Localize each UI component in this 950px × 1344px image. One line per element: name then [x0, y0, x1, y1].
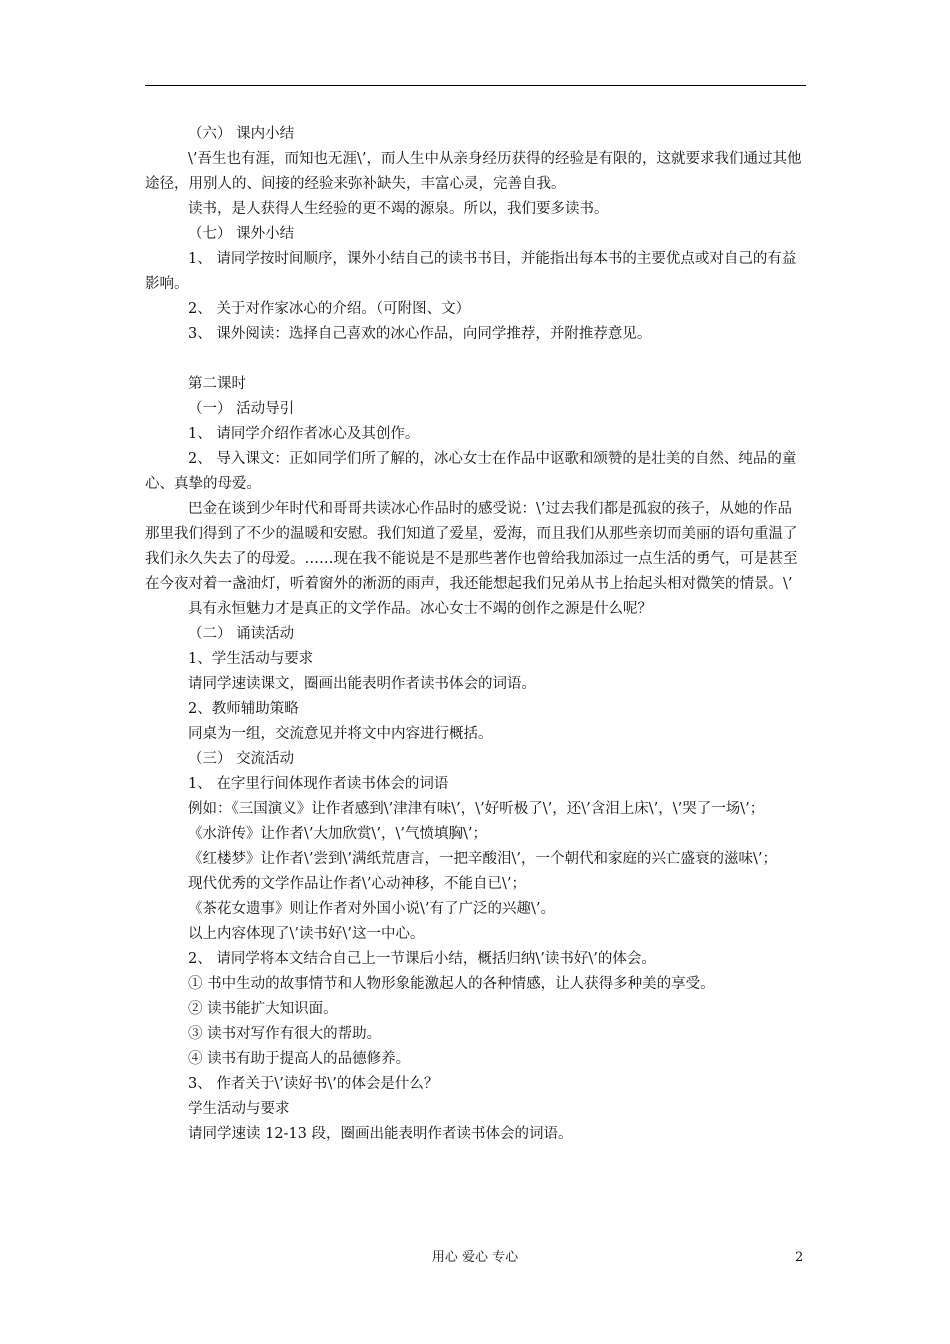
paragraph: ③ 读书对写作有很大的帮助。	[188, 1026, 382, 1042]
paragraph: 《红楼梦》让作者\’尝到\’满纸荒唐言，一把辛酸泪\’，一个朝代和家庭的兴亡盛衰的滋味\’；	[188, 851, 777, 867]
paragraph: 《茶花女遗事》则让作者对外国小说\’有了广泛的兴趣\’。	[188, 901, 555, 917]
paragraph: 请同学速读 12-13 段，圈画出能表明作者读书体会的词语。	[188, 1126, 573, 1142]
paragraph: 2、教师辅助策略	[188, 701, 299, 717]
paragraph: 具有永恒魅力才是真正的文学作品。冰心女士不竭的创作之源是什么呢？	[188, 601, 652, 617]
paragraph: 第二课时	[188, 376, 246, 392]
paragraph: （二） 诵读活动	[188, 626, 295, 642]
footer-text: 用心 爱心 专心	[431, 1250, 519, 1265]
paragraph: 2、 关于对作家冰心的介绍。（可附图、文）	[188, 301, 471, 317]
paragraph: 1、 在字里行间体现作者读书体会的词语	[188, 776, 449, 792]
paragraph: （三） 交流活动	[188, 751, 295, 767]
paragraph: 请同学速读课文，圈画出能表明作者读书体会的词语。	[188, 676, 536, 692]
paragraph: 学生活动与要求	[188, 1101, 290, 1117]
paragraph: 1、学生活动与要求	[188, 651, 314, 667]
paragraph: 3、 作者关于\’读好书\’的体会是什么？	[188, 1076, 439, 1092]
header-rule	[145, 85, 806, 86]
paragraph: 同桌为一组，交流意见并将文中内容进行概括。	[188, 726, 493, 742]
paragraph: 例如：《三国演义》让作者感到\’津津有味\’，\’好听极了\’，还\’含泪上床\’，\’哭了一场\’；	[188, 801, 765, 817]
blank-line	[145, 347, 806, 372]
paragraph: 读书，是人获得人生经验的更不竭的源泉。所以，我们要多读书。	[188, 201, 609, 217]
paragraph: （一） 活动导引	[188, 401, 295, 417]
paragraph: \’吾生也有涯，而知也无涯\’，而人生中从亲身经历获得的经验是有限的，这就要求我们通过其他途径，用别人的、间接的经验来弥补缺失，丰富心灵，完善自我。	[145, 151, 802, 192]
paragraph: 3、 课外阅读：选择自己喜欢的冰心作品，向同学推荐，并附推荐意见。	[188, 326, 652, 342]
paragraph: 《水浒传》让作者\’大加欣赏\’，\’气愤填胸\’；	[188, 826, 487, 842]
paragraph: 2、 请同学将本文结合自己上一节课后小结，概括归纳\’读书好\’的体会。	[188, 951, 656, 967]
paragraph: （七） 课外小结	[188, 226, 295, 242]
paragraph: 以上内容体现了\’读书好\’这一中心。	[188, 926, 425, 942]
paragraph: ① 书中生动的故事情节和人物形象能激起人的各种情感，让人获得多种美的享受。	[188, 976, 715, 992]
document-body	[145, 122, 806, 1147]
paragraph: ② 读书能扩大知识面。	[188, 1001, 338, 1017]
paragraph: 2、 导入课文：正如同学们所了解的，冰心女士在作品中讴歌和颂赞的是壮美的自然、纯品的童心、真挚的母爱。	[145, 451, 797, 492]
paragraph: ④ 读书有助于提高人的品德修养。	[188, 1051, 411, 1067]
paragraph: （六） 课内小结	[188, 126, 295, 142]
paragraph: 现代优秀的文学作品让作者\’心动神移，不能自已\’；	[188, 876, 526, 892]
page-number: 2	[795, 1250, 804, 1265]
paragraph: 巴金在谈到少年时代和哥哥共读冰心作品时的感受说：\’过去我们都是孤寂的孩子，从她的作品那里我们得到了不少的温暖和安慰。我们知道了爱星，爱海，而且我们从那些亲切而美丽的语句重温了我们永久失去了的母爱。……现在我不能说是不是那些著作也曾给我加添过一点生活的勇气，可是甚至在今夜对着一盏油灯，听着窗外的淅沥的雨声，我还能想起我们兄弟从书上抬起头相对微笑的情景。\’	[145, 501, 798, 592]
paragraph: 1、 请同学按时间顺序，课外小结自己的读书书目，并能指出每本书的主要优点或对自己的有益影响。	[145, 251, 797, 292]
paragraph: 1、 请同学介绍作者冰心及其创作。	[188, 426, 420, 442]
